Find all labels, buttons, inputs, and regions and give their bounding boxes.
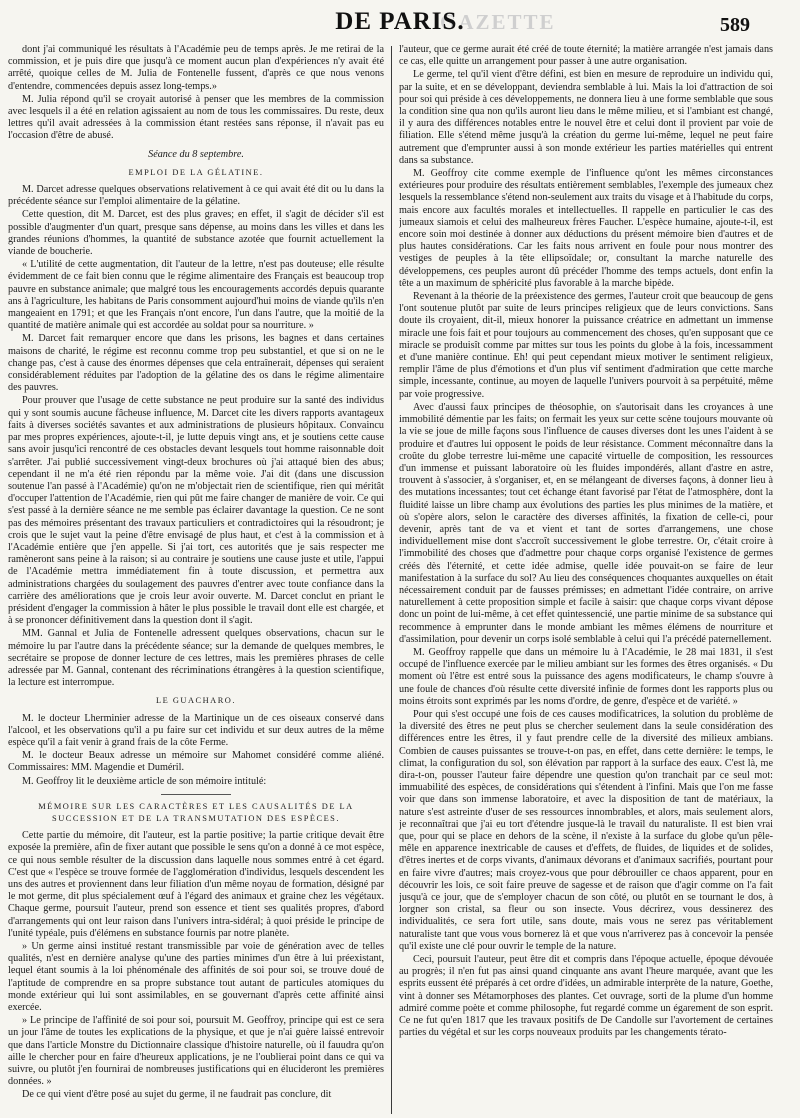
paragraph: De ce qui vient d'être posé au sujet du germe, il ne faudrait pas conclure, dit [22,1089,332,1101]
paragraph: Revenant à la théorie de la préexistence des germes, l'auteur croit que beaucoup de gens l'ont soutenue plutôt par suite de leurs principes religieux que de leurs convictions. Sans doute ils croyaient, dit-il, mieux honorer la puissance créatrice en admettant un immense miracle une fois fait et pour toujours au commencement des choses, qu'en supposant que ce miracle se produisît comme par mittes sur tous les points du globe à la fois, incessamment et d'une manière continue. Eh! qui peut cependant mieux motiver le sentiment religieux, remplir l'âme de plus d'émotions et d'un plus vif sentiment d'admiration que cette marche simple, incessante, continue, au moyen de laquelle l'univers pourvoit à sa perpétuité, même par voie progressive. [399,291,773,400]
paragraph: » Le principe de l'affinité de soi pour soi, poursuit M. Geoffroy, principe qui est ce sera un jour l'âme de toutes les explications de la physique, et que je n'ai guère laissé entrevoir que dans l'article Monstre du Dictionnaire classique d'histoire naturelle, où il fauudra qu'on aille le chercher pour en faire d'heureux applications, je ne l'oublierai point dans ce qui va suivre, ou plutôt j'en fournirai de nombreuses justifications qui en élucideront les premières données. » [8,1015,384,1088]
paragraph: M. le docteur Beaux adresse un mémoire sur Mahomet considéré comme aliéné. Commissaires: MM. Magendie et Duméril. [8,750,384,774]
paragraph: dont j'ai communiqué les résultats à l'Académie peu de temps après. Je me retirai de la commission, et je puis dire que jusqu'à ce moment aucun plan d'expériences n'y avait été arrêté, quoique celles de M. Julia de Fontenelle fussent, d'après ce que nous venons d'entendre, commencées depuis assez long-temps.» [8,44,384,92]
paragraph: Avec d'aussi faux principes de théosophie, on s'autorisait dans les croyances à une immobilité démentie par les faits; on fermait les yeux sur cette scène toujours mouvante où la vie se joue de mille façons sous l'influence de causes diverses dont les unes l'aident à se produire et d'autres lui opposent le poids de leur résistance. Comment méconnaître dans la croûte du globe terrestre lui-même une capacité virtuelle de composition, les ressources d'un immense et puissant laboratoire où les fluides impondérés, allant d'astre en astre, trouvent à s'associer, à s'organiser, et, en se mélangeant de diverses façons, à donner lieu à des mutations incessantes; tout cet échange étant favorisé par l'état de l'atmosphère, dont la fluidité laisse un libre champ aux évolutions des parties les plus minimes de la matière, et où s'opère alors, selon le caractère des diverses affinités, la fixation de celle-ci, pour devenir, après tant de va et vient et tant de sortes d'arrangemens, une chose individuellement mise dont s'accroît successivement le globe terrestre. Or, c'était croire à l'immobilité des choses que d'admettre pour chaque corps organisé l'existence de germes créés dès l'éternité, et cette idée admise, quelle idée pouvait-on se faire de leur manifestation à la surface du sol? Au lieu des conséquences choquantes auxquelles on était nécessairement conduit par de fausses prémisses; en admettant l'idée contraire, on arrive naturellement à cette proposition simple et facile à saisir: que chaque corps vivant dépose donc un point de lui-même, à cet effet quintessencié, une partie minime de sa substance qui recommence à emprunter dans le monde ambiant les mêmes élémens de nourriture et d'assimilation, pour devenir un corps isolé semblable à celui qui l'a précédé paternellement. [399,401,773,645]
paragraph: » Un germe ainsi institué restant transmissible par voie de génération avec de telles qualités, n'est en dernière analyse qu'une des parties minimes d'un être à lui préexistant, lequel étant soumis à la loi phénoménale des affinités de soi pour soi, se trouve doué de l'aptitude de comprendre en sa propre substance tout autant de particules atomiques du monde extérieur qui lui sont assimilables, en se gouvernant d'après cette affinité ainsi exercée. [8,941,384,1014]
paragraph: MM. Gannal et Julia de Fontenelle adressent quelques observations, chacun sur le mémoire lu par l'autre dans la précédente séance; sur la demande de quelques membres, le secrétaire se propose de donner lecture de ces lettres, mais les premières phrases de celle adressée par M. Gannal, contenant des récriminations étrangères à la question scientifique, la lecture est interrompue. [8,628,384,689]
paragraph: Le germe, tel qu'il vient d'être défini, est bien en mesure de reproduire un individu qui, par la suite, et en se développant, deviendra semblable à lui. Mais la loi d'attraction de soi pour soi qui préside à ces développements, ne donnera lieu à une forme semblable que sous la condition sine qua non qu'ils auront lieu dans le même milieu, et si l'ambiant est changé, il y aura des différences notables entre le nouvel être et celui dont il provient par voie de filiation. Elle s'étend même jusqu'à la création du germe lui-même, lequel ne peut faire autrement que d'emprunter aussi à son monde extérieur les parties matérielles qui entrent dans sa substance. [399,69,773,166]
left-column [8,44,384,1114]
page-number: 589 [720,14,750,36]
page-header [0,0,800,44]
paragraph: Pour prouver que l'usage de cette substance ne peut produire sur la santé des individus qui y sont soumis aucune fâcheuse influence, M. Darcet cite les divers rapports avantageux faits à diverses sociétés savantes et aux administrations de plusieurs hôpitaux. Convaincu par mes propres expériences, ajoute-t-il, je lutte depuis vingt ans, et je soutiens cette cause sans avoir jusqu'ici rencontré de ces obstacles devant lesquels tout homme raisonnable doit s'arrêter. J'ai publié successivement vingt-deux brochures où j'ai attaqué bien des abus; cependant il ne m'a été rien répondu par la même voie. J'ai dit (dans une discussion soutenue l'an passé à l'Académie) qu'on ne m'objectait rien de scientifique, rien qui méritât d'occuper l'attention de l'Académie, rien qui pût me faire changer de manière de voir. Ce qui s'est passé à la dernière séance ne me semble pas éclairer davantage la question. Ce ne sont pas des mémoires présentant des travaux particuliers et contradictoires qui la résoudront; je crois que le sujet vaut la peine d'être envisagé de plus haut, et c'est à la commission et à l'Académie entière que j'en appelle. Si j'ai tort, ces autorités que je sais respecter me ramèneront sans peine à la raison; si au contraire je soutiens une cause juste et utile, l'appui de l'Académie mettra immédiatement fin à toute discussion, et permettra aux administrations chargées du soulagement des pauvres d'entrer avec toute confiance dans la carrière des améliorations que je crois leur avoir ouverte. M. Darcet conclut en priant le président d'engager la commission à hâter le plus possible le travail dont elle est chargée, et à se prononcer définitivement dans la question dont il s'agit. [8,395,384,627]
session-heading: Séance du 8 septembre. [148,148,244,160]
paragraph: M. Darcet fait remarquer encore que dans les prisons, les bagnes et dans certaines maisons de charité, le régime est reconnu comme trop peu substantiel, et que si on ne le change pas, c'est à cause des énormes dépenses que cela entraînerait, dépenses qui seraient considérablement réduites par l'adoption de la gélatine des os dans le régime alimentaire des pauvres. [8,333,384,394]
paragraph: Cette partie du mémoire, dit l'auteur, est la partie positive; la partie critique devait être exposée la première, afin de fixer autant que possible le sens qu'on a donné à ce mot espèce, ce qui nous semble résulter de la discussion dans laquelle nous sommes entré à cet égard. C'est que « l'espèce se trouve formée de l'agglomération d'individus, lesquels descendent les uns des autres et proviennent dans leur filiation d'un même noyau de formation, désigné par le mot germe, dit plus spécialement œuf à l'égard des animaux et graine chez les végétaux. Chaque germe, poursuit l'auteur, prend son essence et tient ses qualités propres, d'abord d'arrangements qui ont leur raison dans l'univers intra-sidéral; à quoi préside le principe de l'unité typéale, puis d'élémens en substance fournis par notre planète. [8,830,384,939]
paragraph: M. Geoffroy cite comme exemple de l'influence qu'ont les mêmes circonstances extérieures pour produire des résultats entièrement semblables, l'exemple des jumeaux chez lesquels la ressemblance s'étend non-seulement aux traits du visage et à l'habitude du corps, mais encore aux facultés morales et intellectuelles. Il rappelle en particulier le cas des jumeaux siamois et celui des malheureux frères Faucher. L'espèce humaine, ajoute-t-il, est encore soin moi destinée à donner aux déductions du présent mémoire bien d'autres et de plus hautes considérations. Car les faits nous arrivent en foule pour nous montrer des vestiges de peuples à la tête ellipsoïdale; or, consultant la marche naturelle des développemens, ces peuples auront dû précéder l'homme des temps actuels, dont enfin la tête a un maximum de sphéricité plus favorable à la marche bipède. [399,168,773,289]
running-title: DE PARIS. [335,8,465,35]
section-title: MÉMOIRE SUR LES CARACTÈRES ET LES CAUSALITÉS DE LA SUCCESSION ET DE LA TRANSMUTATION DES ESPÈCES. [38,801,354,823]
paragraph: « L'utilité de cette augmentation, dit l'auteur de la lettre, n'est pas douteuse; elle résulte évidemment de ce fait bien connu que le régime alimentaire des Français est beaucoup trop pauvre en substance animale; que malgré tous les encouragements accordés depuis quarante ans à l'agriculture, les habitans de Paris consomment aujourd'hui moins de viande qu'ils n'en mangeaient en 1791; et que les Français n'ont encore, l'un dans l'autre, que la moitié de la quantité de matière animale qui est accordée au soldat pour sa nourriture. » [8,259,384,332]
right-column [399,44,773,1114]
paragraph: M. Julia répond qu'il se croyait autorisé à penser que les membres de la commission avec lesquels il a été en relation agissaient au nom de tous les commissaires. Du reste, deux lettres qu'il avait adressées à la commission étant restées sans réponse, il n'avait pas eu l'occasion d'être de abusé. [8,93,384,142]
paragraph: Cette question, dit M. Darcet, est des plus graves; en effet, il s'agit de décider s'il est possible d'augmenter d'un quart, presque sans dépense, au moins dans les villes et dans les grandes réunions d'hommes, la quantité de substance azotée que fournit actuellement la viande de boucherie. [8,209,384,258]
section-title: EMPLOI DE LA GÉLATINE. [128,167,264,177]
column-rule [391,46,392,1114]
paragraph: M. Geoffroy rappelle que dans un mémoire lu à l'Académie, le 28 mai 1831, il s'est occupé de l'influence exercée par le milieu ambiant sur les formes des êtres organisés. « Du moment où l'être est entré sous la puissance des agens modificateurs, le champ s'ouvre à une foule de chances d'où résulte cette diversité infinie de formes dont les rapports plus ou moins étroits sont exprimés par les noms d'ordre, de genre, d'espèce et de variété. » [399,646,773,707]
paragraph: l'auteur, que ce germe aurait été créé de toute éternité; la matière arrangée n'est jamais dans ce cas, elle quitte un arrangement pour passer à une autre organisation. [399,44,773,68]
paragraph: M. Darcet adresse quelques observations relativement à ce qui avait été dit ou lu dans la précédente séance sur l'emploi alimentaire de la gélatine. [8,184,384,208]
section-divider [161,794,231,795]
paragraph: Ceci, poursuit l'auteur, peut être dit et compris dans l'époque actuelle, époque dévouée au progrès; il n'en fut pas ainsi quand cinquante ans avant l'heure marquée, avant que les esprits eussent été préparés à cet ordre d'idées, un admirable interprète de la nature, Goethe, vint à donner ses Métamorphoses des plantes. Cet ouvrage, sorti de la plume d'un homme admiré comme poète et comme philosophe, fut regardé comme un égarement de son esprit. Ce ne fut qu'en 1817 que les travaux positifs de De Candolle sur l'avortement de certaines parties du végétal et sur les corps nouveaux produits par les changements térato- [399,954,773,1039]
paragraph: Pour qui s'est occupé une fois de ces causes modificatrices, la solution du problème de la diversité des êtres ne peut plus se chercher seulement dans la seule considération des différences entre les êtres, il y faut prendre celle de la diversité des milieux ambians. Combien de causes puissantes se trouve-t-on pas, en effet, dans cette dernière: le temps, le climat, la configuration du sol, son élévation par rapport à la surface des eaux. C'est là, me dira-t-on, pousser l'auteur faire dépendre une question qu'on tranchait par ce seul mot: immuabilité des espèces, de considérations qui s'étendent à l'infini. Mais que l'on me fasse voir que dans son immense laboratoire, et avec la disposition de tant de matériaux, la nature s'est astreinte d'user de ses ressources innombrables, et alors, mais seulement alors, je reconnaîtrai que j'ai eu tort d'étendre jusque-là le travail du naturaliste. Il est bien vrai que, pour qui se place en dehors de la scène, il n'existe à la surface du globe qu'un pêle-mêle en apparence inextricable de causes et d'effets, de fluides, de liquides et de solides, d'êtres inertes et de corps vivants, d'animaux dévorans et d'animaux sacrifiés, pourtant pour en faire vivre d'autres; mais croyez-vous que pour débrouiller ce chaos apparent, pour en découvrir les lois, ce soit faire preuve de sagesse et de raison que d'agir comme on l'a fait jusqu'à ce jour, que de s'employer chacun de son côté, ou plutôt en se tournant le dos, à lorgner son cristal, sa fleur ou son insecte. Vous décrirez, vous dessinerez des individualités, ce sera fort utile, sans doute, mais vous ne serez pas véritablement naturaliste tant que vous vous bornerez là et que vous n'arriverez pas à concevoir la pensée qu'il existe une clé pour ouvrir le temple de la nature. [399,708,773,952]
paragraph: M. Geoffroy lit le deuxième article de son mémoire intitulé: [22,775,267,787]
bleed-through-masthead: GAZETTE [440,10,556,34]
paragraph: M. le docteur Lherminier adresse de la Martinique un de ces oiseaux conservé dans l'alcool, et les observations qu'il a pu faire sur cet individu et sur deux autres de la même espèce qu'il a fait venir à grand frais de la côte Ferme. [8,712,384,748]
section-title: LE GUACHARO. [156,696,236,706]
